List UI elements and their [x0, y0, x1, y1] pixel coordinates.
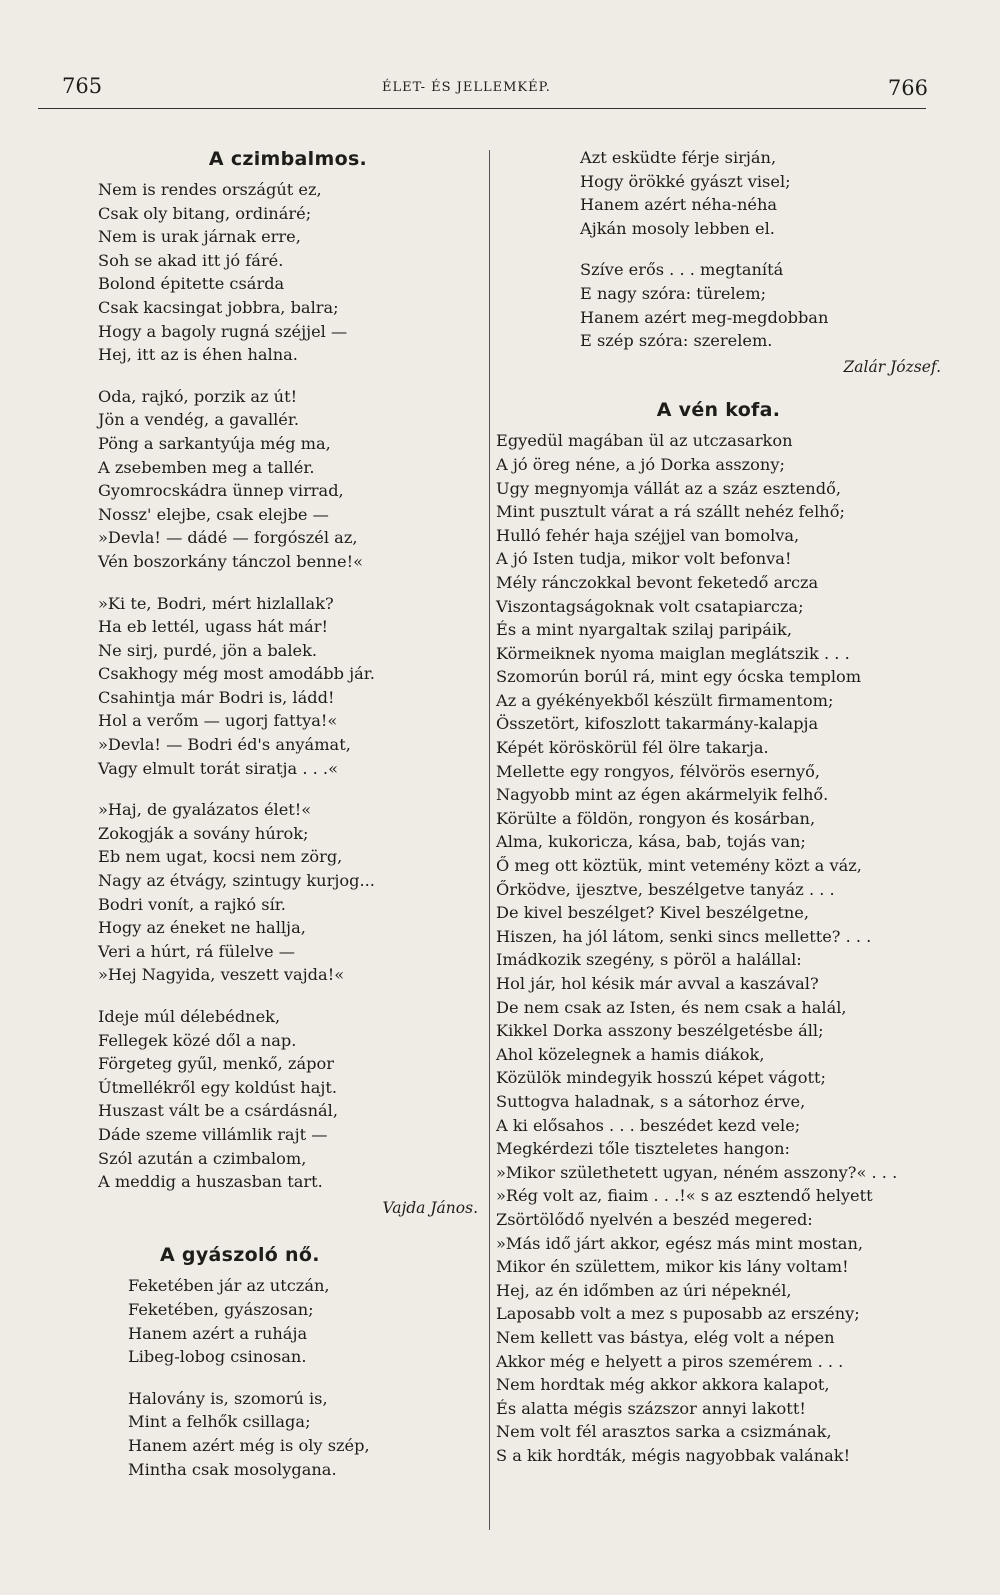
verse-line: Szomorún borúl rá, mint egy ócska templom: [496, 667, 862, 687]
column-rule: [489, 150, 490, 1530]
verse-line: Hej, itt az is éhen halna.: [98, 345, 298, 365]
verse-line: Viszontagságoknak volt csatapiarcza;: [496, 596, 804, 616]
verse-line: »Hej Nagyida, veszett vajda!«: [98, 965, 345, 985]
verse-line: Zokogják a sovány húrok;: [98, 823, 309, 843]
poem-gyaszolo: [98, 1274, 478, 1481]
signature-vajda: Vajda János.: [382, 1198, 478, 1217]
stanza: [98, 385, 478, 574]
verse-line: Ahol közelegnek a hamis diákok,: [496, 1044, 765, 1064]
verse-line: Ideje múl délebédnek,: [98, 1007, 281, 1026]
verse-line: »Más idő járt akkor, egész más mint mostan,: [496, 1233, 864, 1253]
verse-line: Suttogva haladnak, s a sátorhoz érve,: [496, 1091, 806, 1111]
verse-line: Hogy a bagoly rugná széjjel —: [98, 321, 348, 341]
verse-line: A ki elősahos . . . beszédet kezd vele;: [496, 1115, 801, 1135]
poem-title-ven-kofa: A vén kofa.: [656, 399, 781, 422]
verse-line: Nossz' elejbe, csak elejbe —: [98, 504, 329, 524]
verse-line: A meddig a huszasban tart.: [98, 1172, 323, 1192]
verse-line: Vén boszorkány tánczol benne!«: [98, 551, 363, 571]
stanza: [98, 1005, 478, 1194]
verse-line: A jó öreg néne, a jó Dorka asszony;: [496, 454, 785, 474]
verse-line: A jó Isten tudja, mikor volt befonva!: [496, 549, 792, 569]
verse-line: Megkérdezi tőle tiszteletes hangon:: [496, 1139, 790, 1159]
verse-line: »Haj, de gyalázatos élet!«: [98, 800, 312, 820]
verse-line: Nagyobb mint az égen akármelyik felhő.: [496, 785, 829, 805]
verse-line: Kikkel Dorka asszony beszélgetésbe áll;: [496, 1021, 824, 1041]
verse-line: Zsörtölődő nyelvén a beszéd megered:: [496, 1209, 813, 1229]
verse-line: Hogy örökké gyászt visel;: [580, 171, 791, 191]
verse-line: Dáde szeme villámlik rajt —: [98, 1124, 328, 1144]
poem-ven-kofa: [496, 429, 941, 1467]
verse-line: E szép szóra: szerelem.: [580, 331, 773, 351]
stanza: [98, 798, 478, 987]
verse-line: És a mint nyargaltak szilaj paripáik,: [496, 620, 793, 640]
verse-line: Közülök mindegyik hosszú képet vágott;: [496, 1068, 827, 1088]
verse-line: Mintha csak mosolygana.: [128, 1459, 337, 1479]
verse-line: »Devla! — Bodri éd's anyámat,: [98, 735, 351, 755]
verse-line: Jön a vendég, a gavallér.: [98, 410, 299, 430]
stanza: [128, 1274, 478, 1368]
verse-line: Bolond épitette csárda: [98, 274, 285, 294]
verse-line: Huszast vált be a csárdásnál,: [98, 1101, 338, 1121]
verse-line: Hanem azért még is oly szép,: [128, 1435, 370, 1455]
page-number-right: 766: [887, 76, 928, 100]
verse-line: Vagy elmult torát siratja . . .«: [98, 758, 338, 778]
poem-czimbalmos: [98, 178, 478, 1194]
verse-line: Nagy az étvágy, szintugy kurjog...: [98, 871, 375, 891]
verse-line: De kivel beszélget? Kivel beszélgetne,: [496, 903, 809, 923]
verse-line: Hanem azért néha-néha: [580, 195, 778, 215]
verse-line: E nagy szóra: türelem;: [580, 283, 767, 303]
verse-line: Azt esküdte férje sirján,: [580, 148, 777, 167]
verse-line: Szól azután a czimbalom,: [98, 1148, 307, 1168]
verse-line: Összetört, kifoszlott takarmány-kalapja: [496, 714, 819, 734]
verse-line: Mély ránczokkal bevont feketedő arcza: [496, 572, 819, 592]
poem-title-czimbalmos: A czimbalmos.: [208, 148, 368, 170]
verse-line: Az a gyékényekből készült firmamentom;: [496, 690, 834, 710]
verse-line: Imádkozik szegény, s pöröl a halállal:: [496, 950, 802, 970]
verse-line: Mikor én születtem, mikor kis lány voltam!: [496, 1257, 849, 1277]
stanza: [580, 258, 941, 352]
verse-line: Ugy megnyomja vállát az a száz esztendő,: [496, 478, 841, 498]
verse-line: Hej, az én időmben az úri népeknél,: [496, 1280, 792, 1300]
verse-line: Hanem azért meg-megdobban: [580, 307, 829, 327]
right-column: [496, 146, 941, 1467]
verse-line: Fellegek közé dől a nap.: [98, 1030, 297, 1050]
running-title: ÉLET- ÉS JELLEMKÉP.: [382, 80, 551, 95]
poem-title-gyaszolo: A gyászoló nő.: [160, 1244, 320, 1267]
verse-line: Csak oly bitang, ordináré;: [98, 203, 312, 223]
stanza: [128, 1387, 478, 1481]
verse-line: És alatta mégis százszor annyi lakott!: [496, 1398, 806, 1418]
verse-line: Bodri vonít, a rajkó sír.: [98, 894, 286, 914]
verse-line: Nem is rendes országút ez,: [98, 180, 322, 199]
verse-line: Mint pusztult várat a rá szállt nehéz felhő;: [496, 502, 845, 522]
header-rule: [38, 108, 926, 109]
verse-line: Ő meg ott köztük, mint vetemény közt a váz,: [496, 856, 862, 876]
verse-line: Feketében, gyászosan;: [128, 1299, 314, 1319]
verse-line: »Mikor születhetett ugyan, néném asszony?« . . .: [496, 1162, 898, 1182]
left-column: [98, 146, 478, 1481]
verse-line: Libeg-lobog csinosan.: [128, 1347, 307, 1367]
verse-line: Hol jár, hol késik már avval a kaszával?: [496, 974, 819, 993]
page-number-left: 765: [62, 74, 103, 98]
verse-line: Ne sirj, purdé, jön a balek.: [98, 640, 318, 660]
verse-line: Eb nem ugat, kocsi nem zörg,: [98, 847, 343, 867]
verse-line: Nem volt fél arasztos sarka a csizmának,: [496, 1422, 832, 1442]
verse-line: Förgeteg gyűl, menkő, zápor: [98, 1054, 334, 1074]
verse-line: Feketében jár az utczán,: [128, 1276, 330, 1296]
verse-line: Hulló fehér haja széjjel van bomolva,: [496, 525, 800, 545]
verse-line: Nem kellett vas bástya, elég volt a népen: [496, 1327, 835, 1347]
verse-line: De nem csak az Isten, és nem csak a halál,: [496, 997, 847, 1017]
stanza: [98, 592, 478, 781]
verse-line: Ajkán mosoly lebben el.: [580, 218, 775, 238]
verse-line: Szíve erős . . . megtanítá: [580, 260, 784, 280]
verse-line: Őrködve, ijesztve, beszélgetve tanyáz . . .: [496, 879, 835, 899]
verse-line: Nem hordtak még akkor akkora kalapot,: [496, 1375, 830, 1395]
verse-line: Mellette egy rongyos, félvörös esernyő,: [496, 761, 821, 781]
verse-line: »Ki te, Bodri, mért hizlallak?: [98, 593, 334, 613]
verse-line: Nem is urak járnak erre,: [98, 227, 301, 247]
verse-line: Soh se akad itt jó fáré.: [98, 250, 284, 270]
verse-line: Halovány is, szomorú is,: [128, 1388, 328, 1408]
verse-line: Hol a verőm — ugorj fattya!«: [98, 711, 338, 731]
verse-line: Hanem azért a ruhája: [128, 1323, 308, 1343]
verse-line: »Devla! — dádé — forgószél az,: [98, 528, 358, 548]
verse-line: Útmellékről egy koldúst hajt.: [98, 1077, 338, 1097]
running-head: [62, 74, 928, 104]
verse-line: Mint a felhők csillaga;: [128, 1412, 311, 1432]
verse-line: Ha eb lettél, ugass hát már!: [98, 617, 328, 637]
verse-line: Egyedül magában ül az utczasarkon: [496, 431, 793, 451]
poem-gyaszolo-continued: [496, 146, 941, 353]
verse-line: A zsebemben meg a tallér.: [98, 457, 315, 477]
verse-line: »Rég volt az, fiaim . . .!« s az esztendő helyett: [496, 1186, 873, 1206]
verse-line: Hiszen, ha jól látom, senki sincs mellette? . . .: [496, 926, 872, 946]
verse-line: Csahintja már Bodri is, ládd!: [98, 687, 335, 707]
stanza: [580, 146, 941, 240]
verse-line: Pöng a sarkantyúja még ma,: [98, 433, 331, 453]
stanza: [98, 178, 478, 367]
verse-line: Csakhogy még most amodább jár.: [98, 664, 375, 684]
verse-line: Gyomrocskádra ünnep virrad,: [98, 481, 344, 501]
verse-line: Képét köröskörül fél ölre takarja.: [496, 738, 769, 758]
verse-line: Hogy az éneket ne hallja,: [98, 918, 306, 938]
verse-line: Veri a húrt, rá fülelve —: [98, 941, 295, 961]
verse-line: Csak kacsingat jobbra, balra;: [98, 297, 339, 317]
signature-zalar: Zalár József.: [843, 357, 941, 376]
verse-line: Körülte a földön, rongyon és kosárban,: [496, 808, 816, 828]
verse-line: S a kik hordták, mégis nagyobbak valának!: [496, 1445, 851, 1465]
verse-line: Alma, kukoricza, kása, bab, tojás van;: [496, 832, 806, 852]
verse-line: Akkor még e helyett a piros szemérem . . .: [496, 1351, 844, 1371]
verse-line: Oda, rajkó, porzik az út!: [98, 386, 298, 406]
verse-line: Laposabb volt a mez s puposabb az erszény;: [496, 1304, 860, 1324]
verse-line: Körmeiknek nyoma maiglan meglátszik . . .: [496, 643, 850, 663]
